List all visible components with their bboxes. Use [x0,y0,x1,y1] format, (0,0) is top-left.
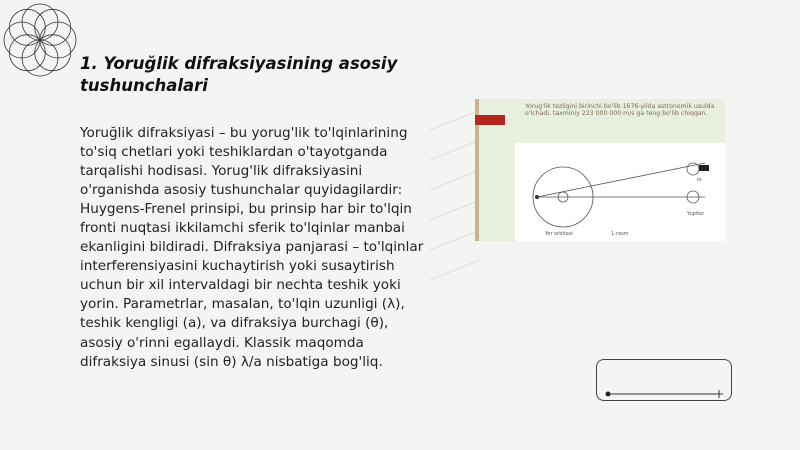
textbook-photo [475,99,725,241]
photo-caption: Yorug'lik tezligini birinchi bo'lib 1676-yilda astronomik usulda o'lchadi, taxminiy 223 000 000 m/s ga teng bo'lib chiqqan. [525,103,715,118]
label-io: Io [697,177,702,183]
spirograph-logo-icon [2,2,78,78]
decorative-stripes [430,110,480,310]
decorative-ruler-box [596,359,732,401]
slide-title: 1. Yoruğlik difraksiyasining asosiy tushunchalari [80,54,398,95]
photo-red-tab [475,115,505,125]
label-sun: Yer orbitasi [545,231,573,237]
label-figure: 1-rasm [611,231,629,237]
ruler-line-icon [597,360,733,402]
orbit-diagram [515,143,725,241]
label-jupiter: Yupiter [687,211,705,217]
slide-body-text: Yoruğlik difraksiyasi – bu yorug'lik to'lqinlarining to'siq chetlari yoki teshiklardan o'tayotganda tarqalishi hodisasi. Yorug'lik difraksiyasini o'rganishda asosiy tushunchalar quyidagilardir: Huygens-Frenel prinsipi, bu prinsip har bir to'lqin fronti nuqtasi ikkilamchi sferik to'lqinlar manbai ekanligini bildiradi. Difraksiya panjarasi – to'lqinlar interferensiyasini kuchaytirish yoki susaytirish uchun bir xil intervaldagi bir nechta teshik yoki yorin. Parametrlar, masalan, to'lqin uzunligi (λ), teshik kengligi (a), va difraksiya burchagi (θ), asosiy o'rinni egallaydi. Klassik maqomda difraksiya sinusi (sin θ) λ/a nisbatiga bog'liq. [80,125,424,370]
